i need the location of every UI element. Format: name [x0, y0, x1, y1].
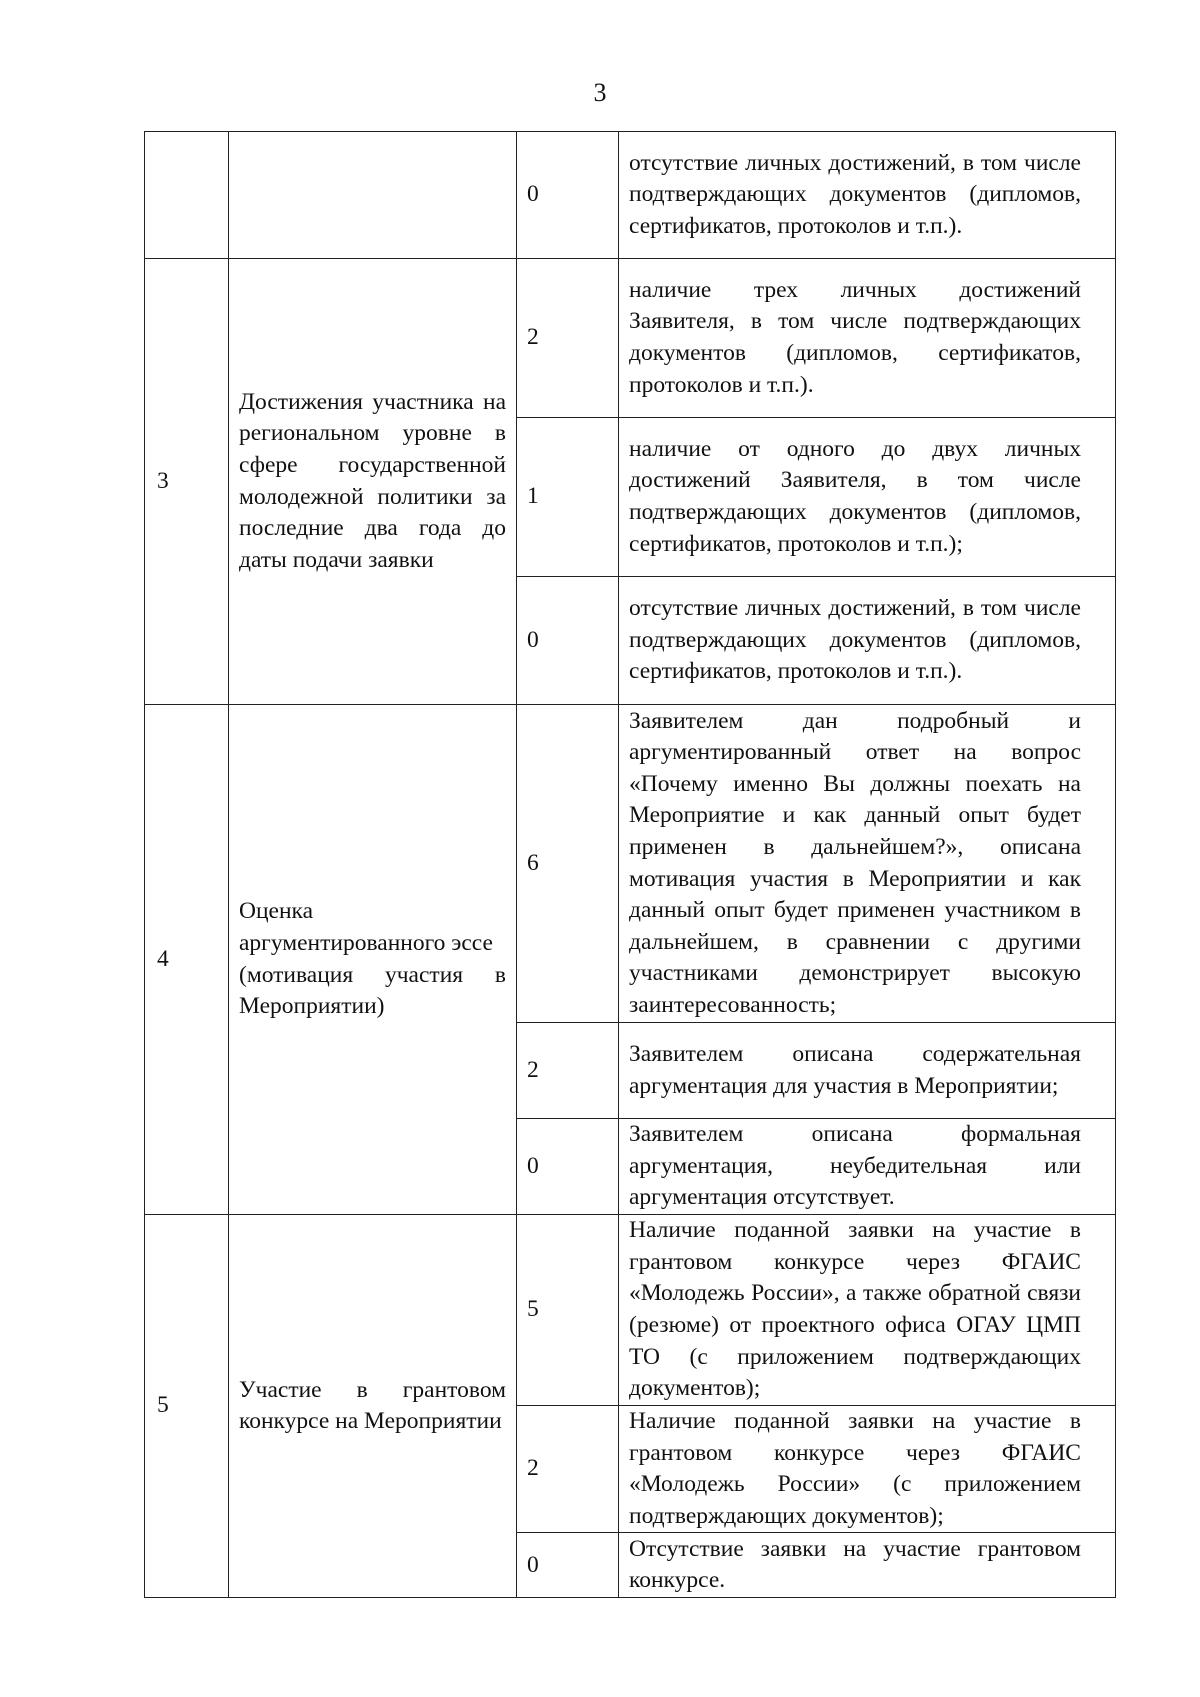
- score-cell: 0: [517, 1119, 619, 1215]
- score-cell: 2: [517, 259, 619, 418]
- criteria-table: [144, 131, 1116, 1598]
- criterion-number: 3: [145, 259, 229, 705]
- score-cell: 0: [517, 577, 619, 705]
- score-cell: 2: [517, 1023, 619, 1119]
- criterion-title: [229, 132, 517, 259]
- score-description: Отсутствие заявки на участие грантовом конкурсе.: [619, 1533, 1116, 1598]
- criterion-title-line: Достижения участника на региональном уровне в сфере государственной молодежной политики за последние два года до даты подачи заявки: [239, 388, 506, 573]
- table-row: [145, 705, 1116, 1023]
- score-cell: 0: [517, 1533, 619, 1598]
- criterion-title: [229, 1215, 517, 1598]
- score-description: наличие от одного до двух личных достижений Заявителя, в том числе подтверждающих документов (дипломов, сертификатов, протоколов и т.п.);: [619, 418, 1116, 577]
- criterion-number: 4: [145, 705, 229, 1215]
- score-cell: 2: [517, 1406, 619, 1533]
- score-cell: 1: [517, 418, 619, 577]
- table-row: [145, 1215, 1116, 1406]
- page-number: 3: [593, 78, 607, 107]
- score-description: Заявителем дан подробный и аргументированный ответ на вопрос «Почему именно Вы должны поехать на Мероприятие и как данный опыт будет применен в дальнейшем?», описана мотивация участия в Мероприятии и как данный опыт будет применен участником в дальнейшем, в сравнении с другими участниками демонстрирует высокую заинтересованность;: [619, 705, 1116, 1023]
- table-row: [145, 259, 1116, 418]
- criterion-title: [229, 705, 517, 1215]
- score-cell: 0: [517, 132, 619, 259]
- score-description: Заявителем описана формальная аргументация, неубедительная или аргументация отсутствует.: [619, 1119, 1116, 1215]
- score-description: Наличие поданной заявки на участие в грантовом конкурсе через ФГАИС «Молодежь России», а также обратной связи (резюме) от проектного офиса ОГАУ ЦМП ТО (с приложением подтверждающих документов);: [619, 1215, 1116, 1406]
- table-row: [145, 132, 1116, 259]
- score-cell: 5: [517, 1215, 619, 1406]
- criterion-title-line: Оценка аргументированного эссе: [239, 898, 493, 956]
- criterion-title: [229, 259, 517, 705]
- criterion-number: [145, 132, 229, 259]
- score-description: наличие трех личных достижений Заявителя, в том числе подтверждающих документов (дипломов, сертификатов, протоколов и т.п.).: [619, 259, 1116, 418]
- criterion-title-line: (мотивация участия в Мероприятии): [239, 961, 506, 1020]
- score-description: Заявителем описана содержательная аргументация для участия в Мероприятии;: [619, 1023, 1116, 1119]
- criterion-title-line: Участие в грантовом конкурсе на Мероприятии: [239, 1376, 506, 1435]
- score-cell: 6: [517, 705, 619, 1023]
- score-description: отсутствие личных достижений, в том числе подтверждающих документов (дипломов, сертификатов, протоколов и т.п.).: [619, 577, 1116, 705]
- score-description: Наличие поданной заявки на участие в грантовом конкурсе через ФГАИС «Молодежь России» (с приложением подтверждающих документов);: [619, 1406, 1116, 1533]
- score-description: отсутствие личных достижений, в том числе подтверждающих документов (дипломов, сертификатов, протоколов и т.п.).: [619, 132, 1116, 259]
- criterion-number: 5: [145, 1215, 229, 1598]
